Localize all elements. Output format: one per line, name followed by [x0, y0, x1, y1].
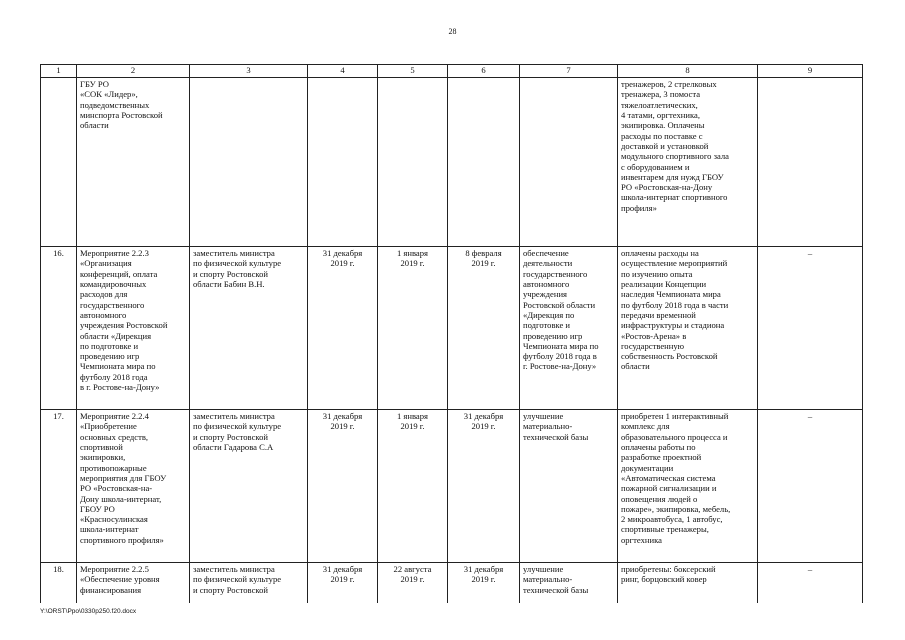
actual-start-date: 22 августа 2019 г.: [378, 563, 448, 604]
achieved-result: приобретены: боксерский ринг, борцовский ковер: [618, 563, 758, 604]
file-path-footer: Y:\ORST\Ppo\0330p250.f20.docx: [40, 608, 137, 615]
column-header: 4: [308, 65, 378, 78]
end-date: 31 декабря 2019 г.: [448, 410, 520, 563]
column-header: 2: [77, 65, 190, 78]
actual-start-date: [378, 78, 448, 247]
table-row: [41, 563, 863, 604]
row-number: 16.: [41, 247, 77, 410]
row-number: 17.: [41, 410, 77, 563]
reasons: –: [758, 410, 863, 563]
expected-result: улучшение материально- технической базы: [520, 410, 618, 563]
responsible-person: заместитель министра по физической культуре и спорту Ростовской: [190, 563, 308, 604]
achieved-result: оплачены расходы на осуществление мероприятий по изучению опыта реализации Концепции наследия Чемпионата мира по футболу 2018 года в части передачи временной инфраструктуры и стадиона «Ростов-Арена» в государственную собственность Ростовской области: [618, 247, 758, 410]
expected-result: [520, 78, 618, 247]
table-row: [41, 247, 863, 410]
column-header: 3: [190, 65, 308, 78]
column-header: 7: [520, 65, 618, 78]
column-header: 5: [378, 65, 448, 78]
table-row: [41, 78, 863, 247]
row-number: 18.: [41, 563, 77, 604]
measure-name: Мероприятие 2.2.5 «Обеспечение уровня финансирования: [77, 563, 190, 604]
row-number: [41, 78, 77, 247]
column-header: 9: [758, 65, 863, 78]
column-header: 1: [41, 65, 77, 78]
column-header: 8: [618, 65, 758, 78]
planned-start-date: 31 декабря 2019 г.: [308, 563, 378, 604]
report-table: [40, 64, 863, 603]
reasons: –: [758, 247, 863, 410]
achieved-result: тренажеров, 2 стрелковых тренажера, 3 помоста тяжелоатлетических, 4 татами, оргтехника, экипировка. Оплачены расходы по поставке с доставкой и установкой модульного спортивного зала с оборудованием и инвентарем для нужд ГБОУ РО «Ростовская-на-Дону школа-интернат спортивного профиля»: [618, 78, 758, 247]
reasons: –: [758, 563, 863, 604]
actual-start-date: 1 января 2019 г.: [378, 247, 448, 410]
expected-result: улучшение материально- технической базы: [520, 563, 618, 604]
end-date: 31 декабря 2019 г.: [448, 563, 520, 604]
column-header: 6: [448, 65, 520, 78]
expected-result: обеспечение деятельности государственного автономного учреждения Ростовской области «Дирекция по подготовке и проведению игр Чемпионата мира по футболу 2018 года в г. Ростове-на-Дону»: [520, 247, 618, 410]
measure-name: Мероприятие 2.2.4 «Приобретение основных средств, спортивной экипировки, противопожарные мероприятия для ГБОУ РО «Ростовская-на- Дону школа-интернат, ГБОУ РО «Красносулинская школа-интернат спортивного профиля»: [77, 410, 190, 563]
actual-start-date: 1 января 2019 г.: [378, 410, 448, 563]
table-header-row: [41, 65, 863, 78]
achieved-result: приобретен 1 интерактивный комплекс для образовательного процесса и оплачены работы по разработке проектной документации «Автоматическая система пожарной сигнализации и оповещения людей о пожаре», экипировка, мебель, 2 микроавтобуса, 1 автобус, спортивные тренажеры, оргтехника: [618, 410, 758, 563]
responsible-person: [190, 78, 308, 247]
end-date: 8 февраля 2019 г.: [448, 247, 520, 410]
measure-name: Мероприятие 2.2.3 «Организация конференций, оплата командировочных расходов для государственного автономного учреждения Ростовской области «Дирекция по подготовке и проведению игр Чемпионата мира по футболу 2018 года в г. Ростове-на-Дону»: [77, 247, 190, 410]
responsible-person: заместитель министра по физической культуре и спорту Ростовской области Бабин В.Н.: [190, 247, 308, 410]
responsible-person: заместитель министра по физической культуре и спорту Ростовской области Гадарова С.А: [190, 410, 308, 563]
table-row: [41, 410, 863, 563]
end-date: [448, 78, 520, 247]
reasons: [758, 78, 863, 247]
planned-start-date: 31 декабря 2019 г.: [308, 410, 378, 563]
planned-start-date: 31 декабря 2019 г.: [308, 247, 378, 410]
measure-name: ГБУ РО «СОК «Лидер», подведомственных минспорта Ростовской области: [77, 78, 190, 247]
planned-start-date: [308, 78, 378, 247]
page-number: 28: [448, 27, 457, 36]
